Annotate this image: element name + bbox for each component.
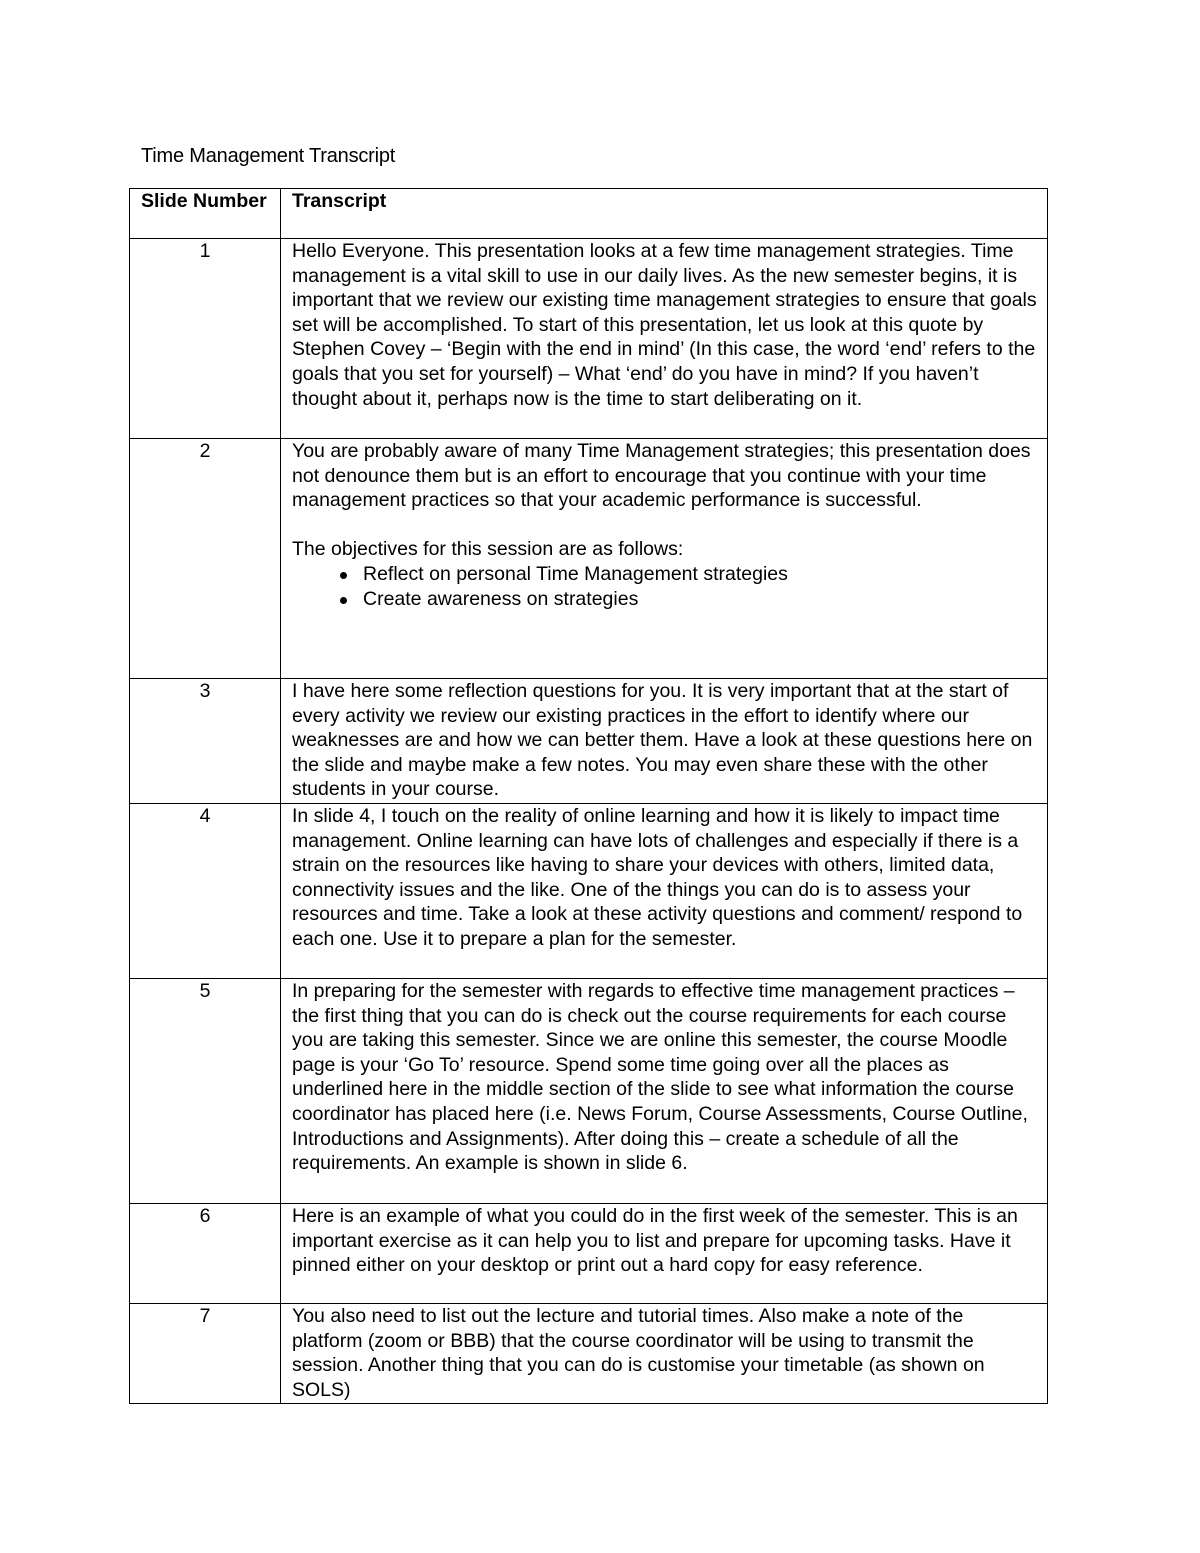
header-transcript: Transcript (281, 189, 1048, 239)
table-row (130, 1304, 1048, 1404)
transcript-cell: In preparing for the semester with regards to effective time management practices – the first thing that you can do is check out the course requirements for each course you are taking this semester. Since we are online this semester, the course Moodle page is your ‘Go To’ resource. Spend some time going over all the places as underlined here in the middle section of the slide to see what information the course coordinator has placed here (i.e. News Forum, Course Assessments, Course Outline, Introductions and Assignments). After doing this – create a schedule of all the requirements. An example is shown in slide 6. (281, 979, 1048, 1204)
slide-number-cell: 3 (130, 679, 281, 804)
transcript-cell: Hello Everyone. This presentation looks at a few time management strategies. Time management is a vital skill to use in our daily lives. As the new semester begins, it is important that we review our existing time management strategies to ensure that goals set will be accomplished. To start of this presentation, let us look at this quote by Stephen Covey – ‘Begin with the end in mind’ (In this case, the word ‘end’ refers to the goals that you set for yourself) – What ‘end’ do you have in mind? If you haven’t thought about it, perhaps now is the time to start deliberating on it. (281, 239, 1048, 439)
objective-text: Reflect on personal Time Management strategies (363, 562, 788, 585)
table-row (130, 804, 1048, 979)
transcript-paragraph: You are probably aware of many Time Management strategies; this presentation does not denounce them but is an effort to encourage that you continue with your time management practices so that your academic performance is successful. (292, 440, 1031, 512)
paragraph-spacer (292, 513, 1037, 538)
table-row (130, 439, 1048, 679)
transcript-cell: In slide 4, I touch on the reality of online learning and how it is likely to impact time management. Online learning can have lots of challenges and especially if there is a strain on the resources like having to share your devices with others, limited data, connectivity issues and the like. One of the things you can do is to assess your resources and time. Take a look at these activity questions and comment/ respond to each one. Use it to prepare a plan for the semester. (281, 804, 1048, 979)
slide-number-cell: 6 (130, 1204, 281, 1304)
objectives-intro: The objectives for this session are as follows: (292, 538, 684, 561)
table-header-row (130, 189, 1048, 239)
bullet-icon (340, 572, 347, 579)
list-item (340, 562, 1037, 587)
transcript-cell: Here is an example of what you could do in the first week of the semester. This is an important exercise as it can help you to list and prepare for upcoming tasks. Have it pinned either on your desktop or print out a hard copy for easy reference. (281, 1204, 1048, 1304)
objective-text: Create awareness on strategies (363, 587, 639, 610)
transcript-cell: You also need to list out the lecture and tutorial times. Also make a note of the platform (zoom or BBB) that the course coordinator will be using to transmit the session. Another thing that you can do is customise your timetable (as shown on SOLS) (281, 1304, 1048, 1404)
transcript-cell (281, 439, 1048, 679)
slide-number-cell: 2 (130, 439, 281, 679)
list-item (340, 587, 1037, 612)
table-row (130, 679, 1048, 804)
objectives-list (292, 562, 1037, 611)
slide-number-cell: 1 (130, 239, 281, 439)
table-row (130, 979, 1048, 1204)
table-row (130, 1204, 1048, 1304)
slide-number-cell: 5 (130, 979, 281, 1204)
header-slide-number: Slide Number (130, 189, 281, 239)
slide-number-cell: 4 (130, 804, 281, 979)
document-title: Time Management Transcript (141, 145, 396, 167)
table-row (130, 239, 1048, 439)
slide-number-cell: 7 (130, 1304, 281, 1404)
transcript-table (129, 188, 1048, 1404)
transcript-cell: I have here some reflection questions for you. It is very important that at the start of every activity we review our existing practices in the effort to identify where our weaknesses are and how we can better them. Have a look at these questions here on the slide and maybe make a few notes. You may even share these with the other students in your course. (281, 679, 1048, 804)
bullet-icon (340, 597, 347, 604)
